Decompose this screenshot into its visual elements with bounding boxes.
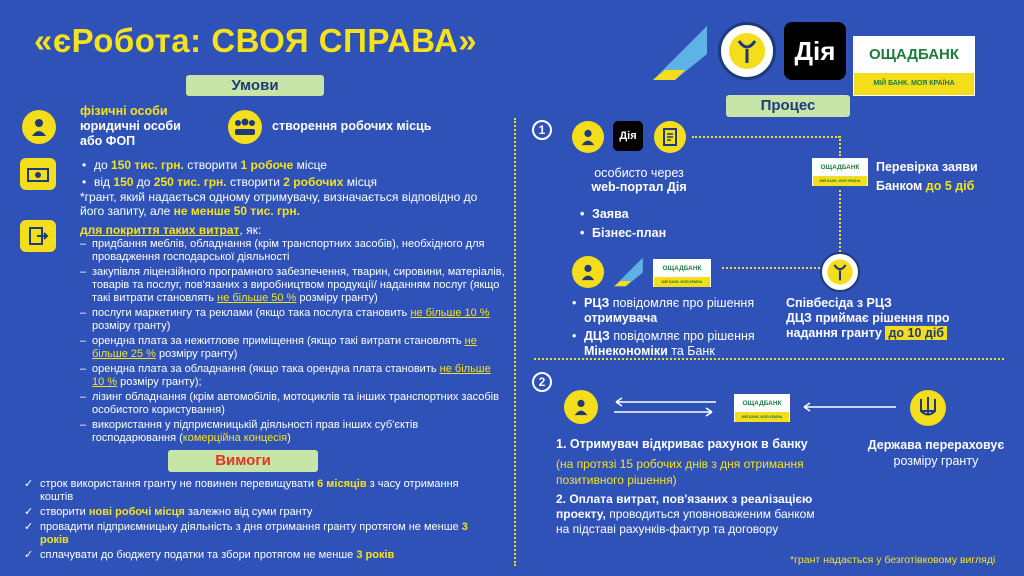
arrow-to-rcz <box>722 267 820 269</box>
money-icon <box>20 158 56 190</box>
open-account: 1. Отримувач відкриває рахунок в банку <box>556 437 808 451</box>
expense-item: – послуги маркетингу та реклами (якщо така послуга становить не більше 10 % розміру гранту) <box>80 307 505 333</box>
requirements-header: Вимоги <box>168 450 318 472</box>
portal-text: особисто через web-портал Дія <box>591 166 687 194</box>
oschadbank-logo <box>853 36 975 96</box>
requirement-item: ✓ строк використання гранту не повинен перевищувати 6 місяців з часу отримання коштів <box>20 478 510 504</box>
oschadbank-small-logo: ОЩАДБАНК МІЙ БАНК. МОЯ КРАЇНА <box>734 394 790 422</box>
decision-item: • РЦЗ повідомляє про рішення отримувача <box>570 296 780 326</box>
expense-item: – закупівля ліцензійного програмного забезпечення, тварин, сировини, матеріалів, товарів та послуг, пов'язаних з виробництвом продукції/ наданням послуг (якщо такі витрати становлять не більше 50 % розміру гранту) <box>80 266 505 305</box>
conditions-header: Умови <box>186 75 324 96</box>
decision-list <box>570 296 780 359</box>
page-title: «єРобота: СВОЯ СПРАВА» <box>34 22 478 59</box>
step2-text <box>556 437 826 537</box>
footnote: *грант надається у безготівковому вигляді <box>790 554 996 566</box>
expense-item: – лізинг обладнання (крім автомобілів, мотоциклів та інших транспортних засобів особистого користування) <box>80 391 505 417</box>
grant-line-1: • до 150 тис. грн. створити 1 робоче місце <box>80 158 490 172</box>
user-icon <box>564 390 598 424</box>
process-header: Процес <box>726 95 850 117</box>
oschadbank-slogan: МІЙ БАНК. МОЯ КРАЇНА <box>854 73 974 95</box>
grant-amounts <box>80 158 490 218</box>
requirements-list <box>20 478 510 562</box>
interview-text: Співбесіда з РЦЗ ДЦЗ приймає рішення про надання гранту до 10 діб <box>786 296 950 340</box>
user-icon <box>572 256 604 288</box>
arrows-user-bank <box>612 396 718 418</box>
expense-item: – орендна плата за нежитлове приміщення (якщо такі витрати становлять не більше 25 % розміру гранту) <box>80 335 505 361</box>
form-icon <box>654 121 686 153</box>
team-icon <box>228 110 262 144</box>
employment-service-logo <box>718 22 776 80</box>
doc-item: • Заява <box>578 205 666 224</box>
persons-individual: фізичні особи <box>80 104 168 118</box>
step-1-badge: 1 <box>532 120 552 140</box>
open-account-note: (на протязі 15 робочих днів з дня отримання позитивного рішення) <box>556 457 804 487</box>
bank-check-text: Перевірка заяви Банком до 5 діб <box>876 160 978 193</box>
payment-text: 2. Оплата витрат, пов'язаних з реалізацією проекту, проводиться уповноваженим банком на підставі рахунків-фактур та договору <box>556 492 815 536</box>
jobs-label: створення робочих місць <box>272 119 432 133</box>
expense-item: – використання у підприємницькій діяльності прав інших суб'єктів господарювання (комерційна концесія) <box>80 419 505 445</box>
trident-icon <box>910 390 946 426</box>
user-icon <box>572 121 604 153</box>
grant-line-2: • від 150 до 250 тис. грн. створити 2 робочих місця <box>80 175 490 189</box>
doc-item: • Бізнес-план <box>578 224 666 243</box>
ukraine-gov-logo <box>645 20 713 86</box>
oschadbank-small-logo: ОЩАДБАНК МІЙ БАНК. МОЯ КРАЇНА <box>812 158 868 186</box>
person-icon <box>22 110 56 144</box>
arrow-to-bank <box>692 136 840 138</box>
divider-vertical <box>514 118 516 566</box>
requirement-item: ✓ створити нові робочі місця залежно від суми гранту <box>20 506 510 519</box>
employment-service-small-logo <box>820 252 860 292</box>
diia-small-logo: Дія <box>613 121 643 151</box>
oschadbank-name: ОЩАДБАНК <box>854 37 974 73</box>
state-transfer-text: Держава перераховує розміру гранту <box>867 438 1005 468</box>
diia-logo: Дія <box>784 22 846 80</box>
arrow-state-bank <box>802 400 898 412</box>
arrow-down-interview <box>839 190 841 252</box>
persons-fop: або ФОП <box>80 134 136 148</box>
document-icon <box>20 220 56 252</box>
oschadbank-small-logo: ОЩАДБАНК МІЙ БАНК. МОЯ КРАЇНА <box>653 259 711 287</box>
expense-item: – придбання меблів, обладнання (крім транспортних засобів), необхідного для провадження господарської діяльності <box>80 238 505 264</box>
step-2-badge: 2 <box>532 372 552 392</box>
docs-list <box>578 205 666 243</box>
decision-item: • ДЦЗ повідомляє про рішення Мінекономіки та Банк <box>570 329 780 359</box>
ukraine-gov-small-logo <box>610 254 646 290</box>
arrow-down-bank <box>839 136 841 156</box>
expenses-header: для покриття таких витрат, як: <box>80 223 262 237</box>
persons-legal: юридичні особи <box>80 119 181 133</box>
requirement-item: ✓ сплачувати до бюджету податки та збори протягом не менше 3 років <box>20 549 510 562</box>
expenses-list <box>80 238 505 445</box>
expense-item: – орендна плата за обладнання (якщо така орендна плата становить не більше 10 % розміру гранту); <box>80 363 505 389</box>
grant-note: *грант, який надається одному отримувачу, визначається відповідно до його запиту, але не менше 50 тис. грн. <box>80 190 478 218</box>
requirement-item: ✓ провадити підприємницьку діяльність з дня отримання гранту протягом не менше 3 років <box>20 521 510 547</box>
